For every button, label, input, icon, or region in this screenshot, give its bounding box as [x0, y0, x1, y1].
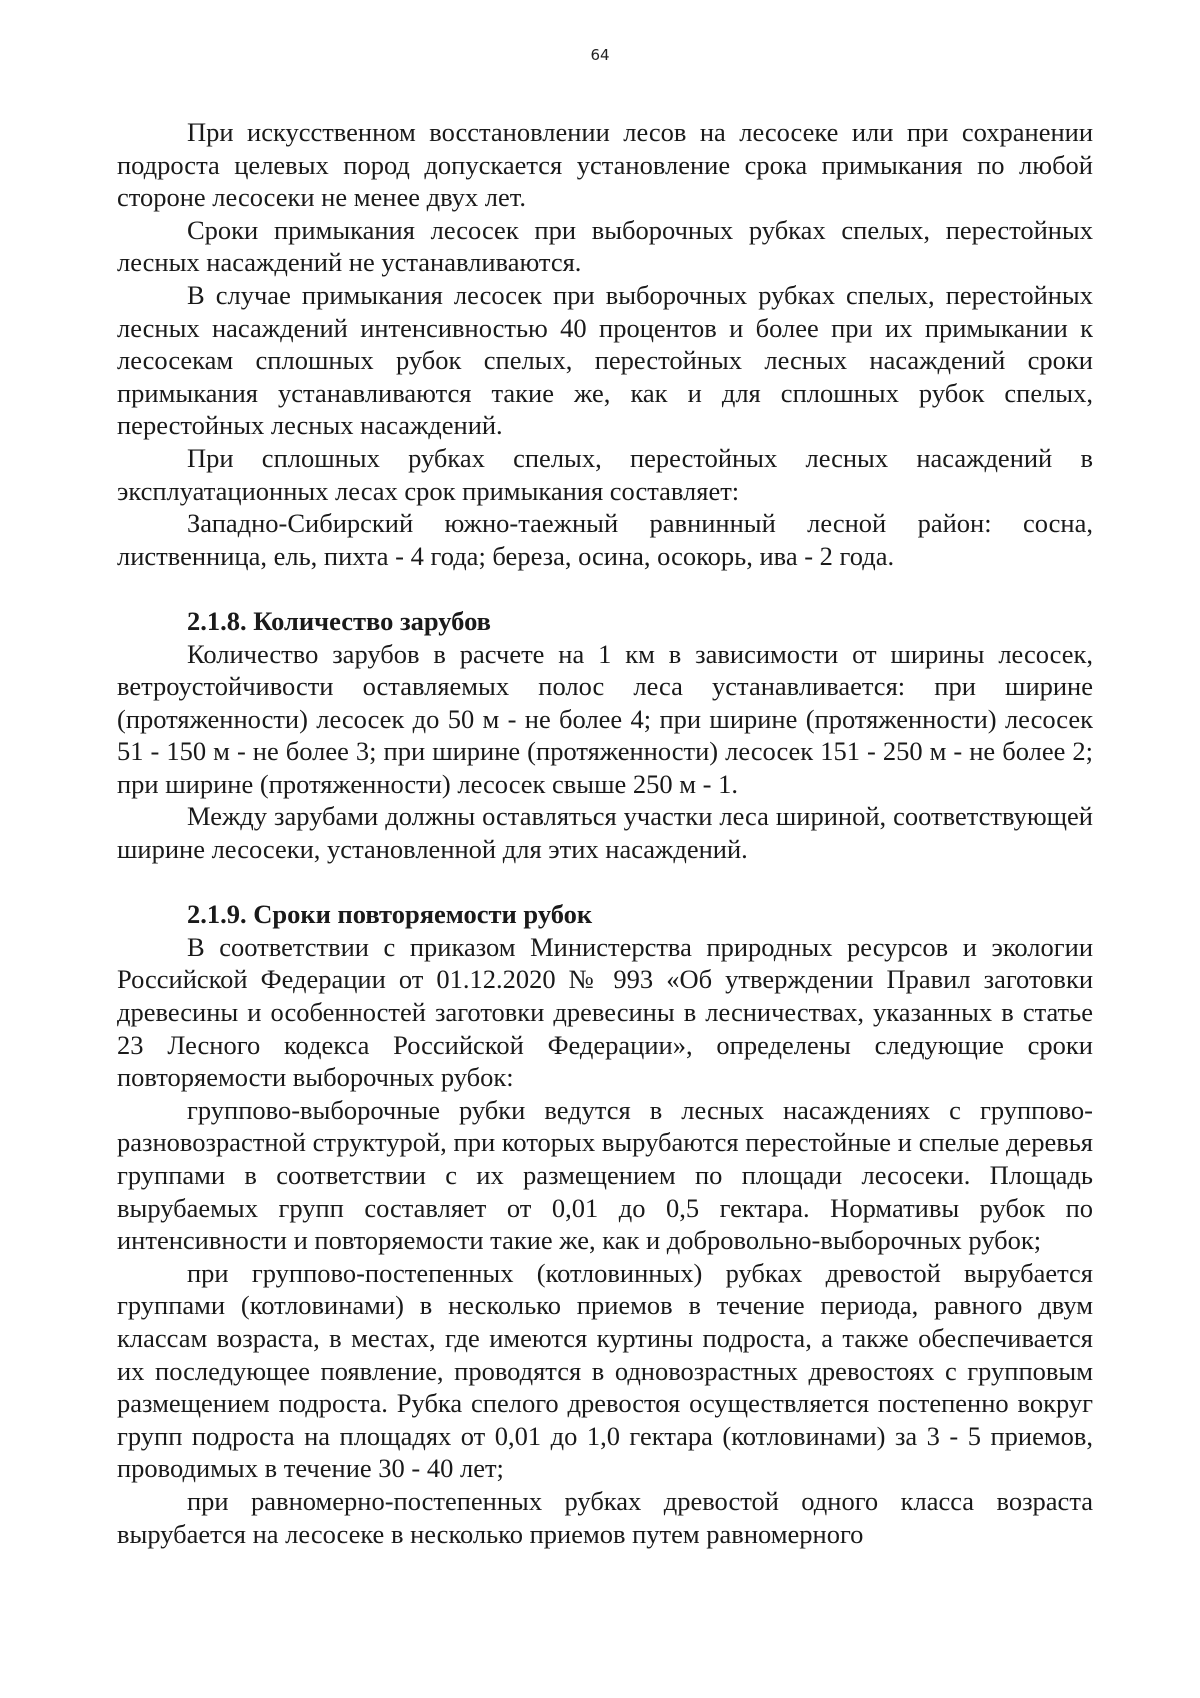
paragraph: при группово-постепенных (котловинных) рубках древостой вырубается группами (котловинами) в несколько приемов в течение периода, равного двум классам возраста, в местах, где имеются куртины подроста, а также обеспечивается их последующее появление, проводятся в одновозрастных древостоях с групповым размещением подроста. Рубка спелого древостоя осуществляется постепенно вокруг групп подроста на площадях от 0,01 до 1,0 гектара (котловинами) за 3 - 5 приемов, проводимых в течение 30 - 40 лет;	[117, 1257, 1093, 1484]
document-body	[117, 116, 1093, 1550]
spacer	[117, 866, 1093, 899]
paragraph: Западно-Сибирский южно-таежный равнинный лесной район: сосна, лиственница, ель, пихта - 4 года; береза, осина, осокорь, ива - 2 года.	[117, 508, 1093, 571]
spacer	[117, 572, 1093, 605]
paragraph: Количество зарубов в расчете на 1 км в зависимости от ширины лесосек, ветроустойчивости оставляемых полос леса устанавливается: при ширине (протяженности) лесосек до 50 м - не более 4; при ширине (протяженности) лесосек 51 - 150 м - не более 3; при ширине (протяженности) лесосек 151 - 250 м - не более 2; при ширине (протяженности) лесосек свыше 250 м - 1.	[117, 638, 1093, 799]
section-heading-2-1-9: 2.1.9. Сроки повторяемости рубок	[187, 899, 593, 930]
paragraph: В соответствии с приказом Министерства природных ресурсов и экологии Российской Федерации от 01.12.2020 № 993 «Об утверждении Правил заготовки древесины и особенностей заготовки древесины в лесничествах, указанных в статье 23 Лесного кодекса Российской Федерации», определены следующие сроки повторяемости выборочных рубок:	[117, 931, 1093, 1093]
paragraph: при равномерно-постепенных рубках древостой одного класса возраста вырубается на лесосеке в несколько приемов путем равномерного	[117, 1485, 1093, 1549]
paragraph: При искусственном восстановлении лесов на лесосеке или при сохранении подроста целевых пород допускается установление срока примыкания по любой стороне лесосеки не менее двух лет.	[117, 117, 1093, 213]
paragraph: Сроки примыкания лесосек при выборочных рубках спелых, перестойных лесных насаждений не устанавливаются.	[117, 214, 1093, 278]
paragraph: В случае примыкания лесосек при выборочных рубках спелых, перестойных лесных насаждений интенсивностью 40 процентов и более при их примыкании к лесосекам сплошных рубок спелых, перестойных лесных насаждений сроки примыкания устанавливаются такие же, как и для сплошных рубок спелых, перестойных лесных насаждений.	[117, 279, 1093, 441]
page-number: 64	[590, 46, 610, 64]
section-heading-2-1-8: 2.1.8. Количество зарубов	[187, 605, 491, 636]
paragraph: При сплошных рубках спелых, перестойных лесных насаждений в эксплуатационных лесах срок примыкания составляет:	[117, 442, 1093, 506]
paragraph: Между зарубами должны оставляться участки леса шириной, соответствующей ширине лесосеки, установленной для этих насаждений.	[117, 801, 1093, 865]
paragraph: группово-выборочные рубки ведутся в лесных насаждениях с группово-разновозрастной структурой, при которых вырубаются перестойные и спелые деревья группами в соответствии с их размещением по площади лесосеки. Площадь вырубаемых групп составляет от 0,01 до 0,5 гектара. Нормативы рубок по интенсивности и повторяемости такие же, как и добровольно-выборочных рубок;	[117, 1094, 1093, 1256]
